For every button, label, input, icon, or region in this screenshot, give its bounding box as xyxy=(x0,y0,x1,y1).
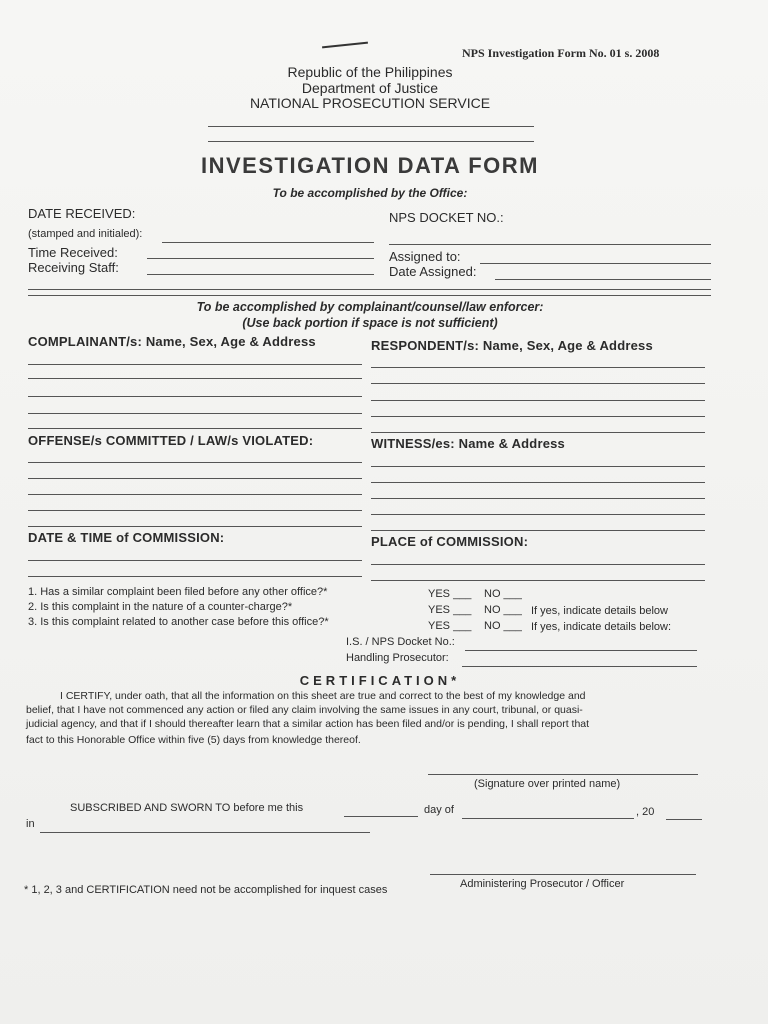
receiving-staff-field[interactable] xyxy=(147,274,374,275)
stamped-label: (stamped and initialed): xyxy=(28,228,143,240)
docket-details-label: I.S. / NPS Docket No.: xyxy=(346,636,455,648)
question-2-yes[interactable]: YES ___ xyxy=(428,604,472,616)
date-received-label: DATE RECEIVED: xyxy=(28,206,136,221)
assigned-to-label: Assigned to: xyxy=(389,249,461,264)
question-2-note: If yes, indicate details below xyxy=(531,605,668,617)
section-divider xyxy=(28,289,711,290)
time-received-field[interactable] xyxy=(147,258,374,259)
header-line xyxy=(208,126,534,127)
header-republic: Republic of the Philippines xyxy=(287,64,453,80)
question-3-no[interactable]: NO ___ xyxy=(484,620,522,632)
administering-label: Administering Prosecutor / Officer xyxy=(460,878,625,890)
docket-field[interactable] xyxy=(389,244,711,245)
month-field[interactable] xyxy=(462,818,634,819)
date-assigned-label: Date Assigned: xyxy=(389,264,477,279)
place-sworn-field[interactable] xyxy=(40,832,370,833)
office-heading: To be accomplished by the Office: xyxy=(272,186,468,200)
docket-label: NPS DOCKET NO.: xyxy=(389,210,504,225)
date-time-label: DATE & TIME of COMMISSION: xyxy=(28,530,225,545)
assigned-to-field[interactable] xyxy=(480,263,711,264)
respondents-label: RESPONDENT/s: Name, Sex, Age & Address xyxy=(371,338,653,353)
footnote: * 1, 2, 3 and CERTIFICATION need not be accomplished for inquest cases xyxy=(24,884,388,896)
question-3-note: If yes, indicate details below: xyxy=(531,621,672,633)
day-of-label: day of xyxy=(424,804,454,816)
question-1-no[interactable]: NO ___ xyxy=(484,588,522,600)
certification-heading: CERTIFICATION* xyxy=(299,673,461,688)
witnesses-label: WITNESS/es: Name & Address xyxy=(371,436,565,451)
form-number: NPS Investigation Form No. 01 s. 2008 xyxy=(462,46,660,60)
question-1-yes[interactable]: YES ___ xyxy=(428,588,472,600)
complainant-heading: To be accomplished by complainant/counsel/law enforcer: xyxy=(196,300,544,314)
certification-line-3: judicial agency, and that if I should thereafter learn that a similar action has been filed and/or is pending, I shall report that xyxy=(26,718,590,730)
administering-signature-field[interactable] xyxy=(430,874,696,875)
question-3-yes[interactable]: YES ___ xyxy=(428,620,472,632)
page-title: INVESTIGATION DATA FORM xyxy=(201,153,539,178)
complainants-label: COMPLAINANT/s: Name, Sex, Age & Address xyxy=(28,334,316,349)
certification-line-4: fact to this Honorable Office within five (5) days from knowledge thereof. xyxy=(26,734,361,746)
offenses-label: OFFENSE/s COMMITTED / LAW/s VIOLATED: xyxy=(28,433,314,448)
signature-field[interactable] xyxy=(428,774,698,775)
question-3: 3. Is this complaint related to another case before this office?* xyxy=(28,616,329,628)
prosecutor-label: Handling Prosecutor: xyxy=(346,652,449,664)
subscribed-date-field[interactable] xyxy=(344,816,418,817)
date-received-field[interactable] xyxy=(162,242,374,243)
date-assigned-field[interactable] xyxy=(495,279,711,280)
time-received-label: Time Received: xyxy=(28,245,118,260)
header-line xyxy=(208,141,534,142)
header-department: Department of Justice xyxy=(301,80,439,96)
subscribed-label: SUBSCRIBED AND SWORN TO before me this xyxy=(70,802,304,814)
year-field[interactable] xyxy=(666,819,702,820)
pen-mark xyxy=(322,42,368,49)
year-label: , 20 xyxy=(636,806,655,818)
in-label: in xyxy=(26,818,35,830)
question-2: 2. Is this complaint in the nature of a counter-charge?* xyxy=(28,601,293,613)
place-label: PLACE of COMMISSION: xyxy=(371,534,529,549)
header-service: NATIONAL PROSECUTION SERVICE xyxy=(249,95,491,111)
prosecutor-field[interactable] xyxy=(462,666,697,667)
complainant-subheading: (Use back portion if space is not sufficient) xyxy=(242,316,498,330)
signature-label: (Signature over printed name) xyxy=(474,778,621,790)
certification-line-2: belief, that I have not commenced any action or filed any claim involving the same issues in any court, tribunal, or quasi- xyxy=(26,704,583,716)
certification-line-1: I CERTIFY, under oath, that all the information on this sheet are true and correct to the best of my knowledge and xyxy=(60,690,586,702)
section-divider xyxy=(28,295,711,296)
question-2-no[interactable]: NO ___ xyxy=(484,604,522,616)
question-1: 1. Has a similar complaint been filed before any other office?* xyxy=(28,586,328,598)
docket-details-field[interactable] xyxy=(465,650,697,651)
receiving-staff-label: Receiving Staff: xyxy=(28,260,119,275)
